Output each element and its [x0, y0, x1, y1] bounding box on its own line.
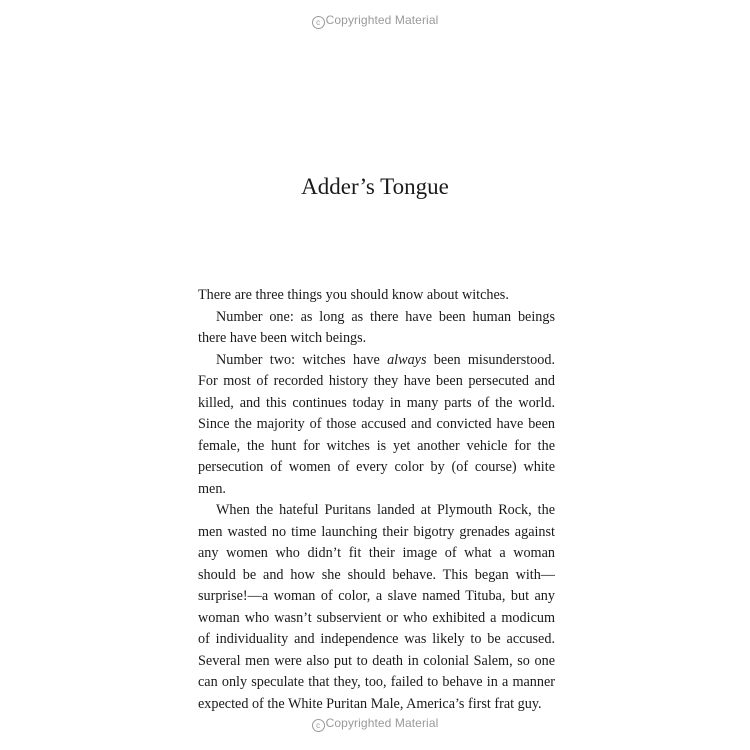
paragraph-3-text-start: Number two: witches have	[216, 351, 388, 368]
paragraph-1-text: There are three things you should know about witches.	[198, 287, 509, 303]
paragraph-2-text: Number one: as long as there have been human beings there have been witch beings.	[198, 308, 555, 346]
chapter-title: Adder’s Tongue	[301, 174, 449, 199]
paragraph-3	[198, 350, 555, 501]
copyright-watermark-bottom	[0, 716, 750, 732]
paragraph-3-emphasis: always	[387, 351, 427, 368]
paragraph-3-text-end: been misunderstood. For most of recorded history they have been persecuted and killed, and this continues today in many parts of the world. Since the majority of those accused and convicted have been female, the hunt for witches is yet another vehicle for the persecution of women of every color by (of course) white men.	[198, 351, 555, 497]
copyright-icon-bottom: c	[312, 719, 325, 732]
watermark-text-top: Copyrighted Material	[325, 13, 439, 27]
paragraph-4-text: When the hateful Puritans landed at Plymouth Rock, the men wasted no time launching their bigotry grenades against any women who didn’t fit their image of what a woman should be and how she should behave. This began with—surprise!—a woman of color, a slave named Tituba, but any woman who wasn’t subservient or who exhibited a modicum of individuality and independence was likely to be accused. Several men were also put to death in colonial Salem, so one can only speculate that they, too, failed to behave in a manner expected of the White Puritan Male, America’s first frat guy.	[198, 502, 555, 712]
copyright-icon: c	[312, 16, 325, 29]
watermark-text-bottom: Copyrighted Material	[325, 716, 439, 730]
paragraph-4	[198, 500, 555, 715]
paragraph-2	[198, 307, 555, 350]
copyright-watermark-top	[0, 13, 750, 29]
chapter-body	[198, 285, 555, 715]
paragraph-1	[198, 285, 555, 307]
